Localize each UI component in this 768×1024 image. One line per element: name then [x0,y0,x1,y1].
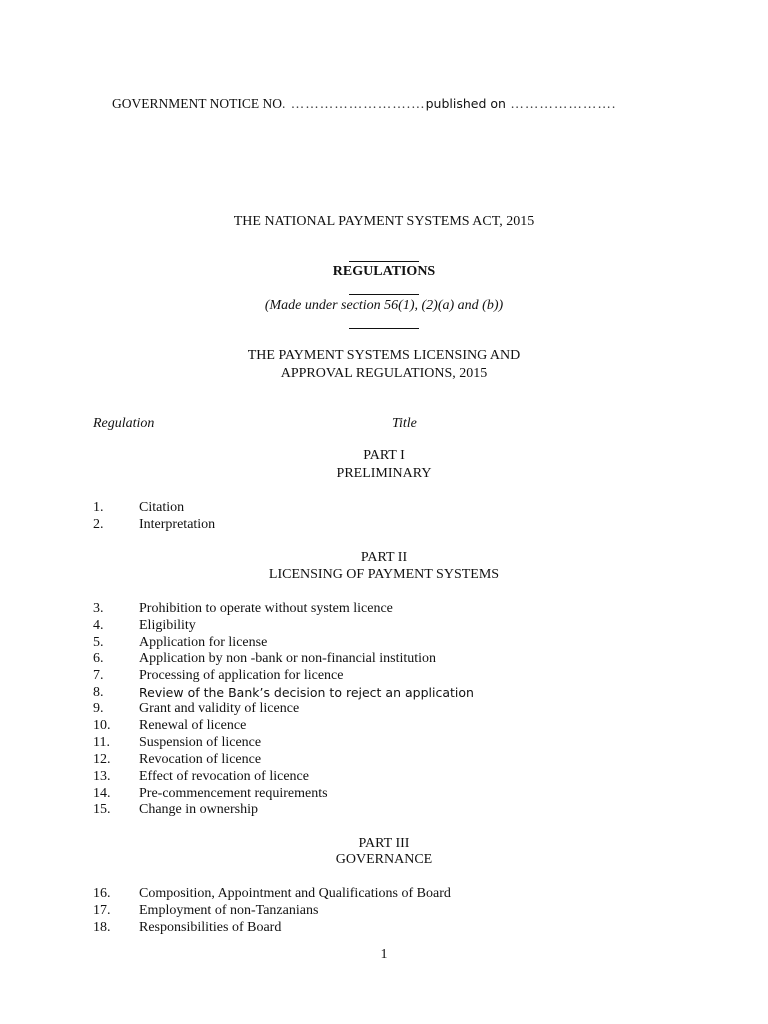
toc-number: 6. [93,651,104,666]
toc-title: Grant and validity of licence [139,701,300,716]
toc-title: Employment of non-Tanzanians [139,903,319,918]
toc-number: 17. [93,903,111,918]
toc-title: Interpretation [139,517,216,532]
toc-row [0,718,768,735]
toc-number: 2. [93,517,104,532]
column-heading-title: Title [392,416,417,431]
toc-title: Eligibility [139,618,196,633]
toc-number: 13. [93,769,111,784]
toc-title: Pre-commencement requirements [139,786,328,801]
notice-published-label: published on [425,96,506,111]
divider-bottom [349,328,419,329]
toc-title: Application for license [139,635,268,650]
toc-number: 9. [93,701,104,716]
toc-number: 3. [93,601,104,616]
toc-title: Effect of revocation of licence [139,769,309,784]
toc-number: 4. [93,618,104,633]
toc-title: Renewal of licence [139,718,247,733]
part-name: GOVERNANCE [335,852,433,867]
toc-title: Composition, Appointment and Qualifications of Board [139,886,451,901]
regulations-heading: REGULATIONS [332,264,436,279]
toc-number: 1. [93,500,104,515]
toc-title: Prohibition to operate without system licence [139,601,393,616]
toc-row [0,802,768,819]
divider-top [349,261,419,262]
toc-number: 8. [93,685,104,700]
toc-title: Revocation of licence [139,752,262,767]
toc-row [0,786,768,803]
toc-row [0,635,768,652]
toc-row [0,601,768,618]
act-title: THE NATIONAL PAYMENT SYSTEMS ACT, 2015 [233,214,535,229]
toc-number: 12. [93,752,111,767]
regulation-title-line1: THE PAYMENT SYSTEMS LICENSING AND [247,348,521,363]
toc-row [0,701,768,718]
page-number: 1 [380,947,388,962]
part-name: PRELIMINARY [336,466,432,481]
toc-row [0,651,768,668]
toc-title: Processing of application for licence [139,668,344,683]
toc-number: 18. [93,920,111,935]
toc-row [0,668,768,685]
toc-row [0,500,768,517]
toc-title: Application by non -bank or non-financial institution [139,651,437,666]
toc-row [0,752,768,769]
part-label: PART I [363,448,405,463]
toc-row [0,920,768,937]
part-name: LICENSING OF PAYMENT SYSTEMS [268,567,500,582]
toc-row [0,769,768,786]
notice-number-blank: . …………………….… [282,96,426,111]
part-label: PART II [360,550,408,565]
toc-number: 16. [93,886,111,901]
toc-title: Suspension of licence [139,735,262,750]
notice-date-blank: …………………. [505,96,617,111]
toc-title: Change in ownership [139,802,258,817]
toc-number: 7. [93,668,104,683]
toc-row [0,903,768,920]
toc-row [0,685,768,702]
toc-number: 15. [93,802,111,817]
toc-row [0,886,768,903]
toc-row [0,735,768,752]
made-under-section: (Made under section 56(1), (2)(a) and (b)) [264,298,504,313]
toc-title: Responsibilities of Board [139,920,282,935]
divider-middle [349,294,419,295]
toc-row [0,517,768,534]
regulation-title-line2: APPROVAL REGULATIONS, 2015 [280,366,488,381]
toc-title: Citation [139,500,185,515]
government-notice-line [112,96,616,112]
toc-title: Review of the Bank’s decision to reject an application [139,685,474,700]
toc-number: 10. [93,718,111,733]
part-label: PART III [358,836,410,851]
notice-prefix: GOVERNMENT NOTICE NO [112,96,282,111]
toc-row [0,618,768,635]
column-heading-regulation: Regulation [93,416,155,431]
toc-number: 11. [93,735,110,750]
toc-number: 5. [93,635,104,650]
toc-number: 14. [93,786,111,801]
